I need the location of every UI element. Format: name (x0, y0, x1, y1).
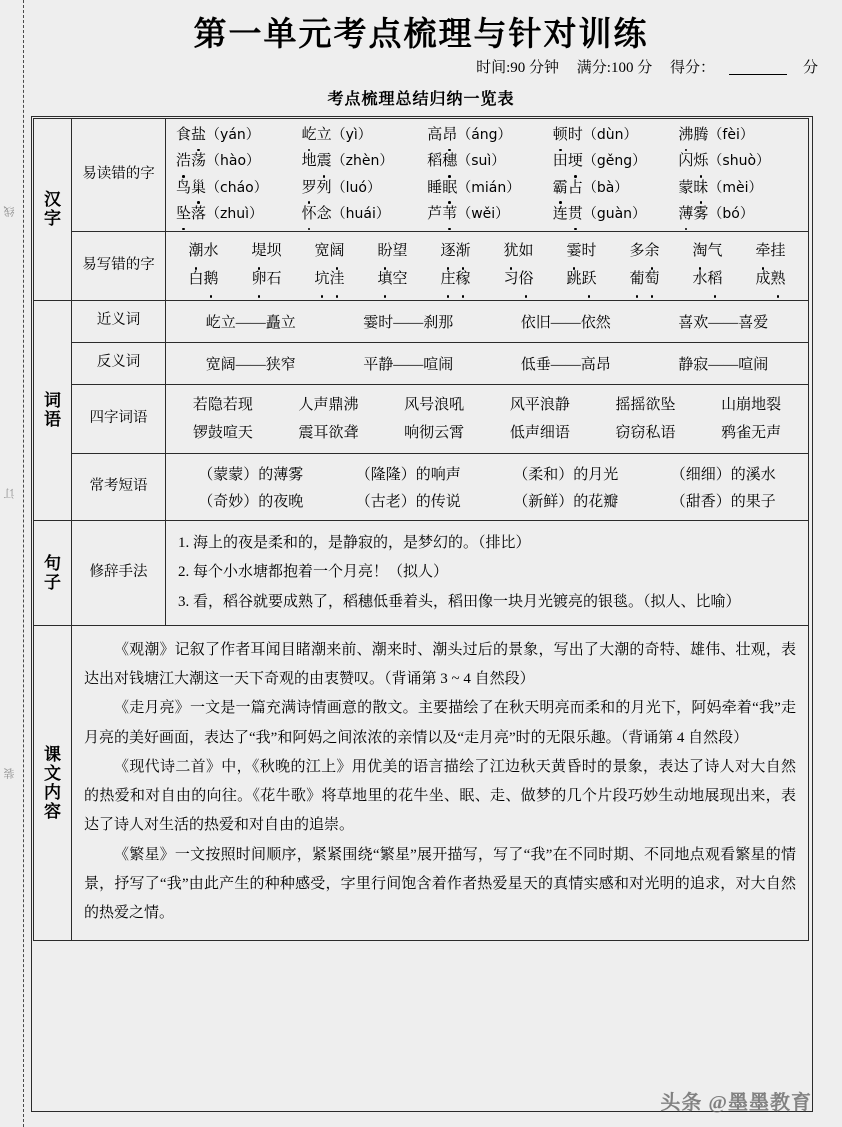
misread-item (302, 124, 428, 147)
dotted-character: 屹 (302, 124, 317, 147)
dotted-character: 渐 (456, 238, 471, 266)
table-row (34, 625, 809, 941)
misread-item (302, 150, 428, 173)
character: 气 (707, 243, 723, 259)
misread-item (553, 124, 679, 147)
misread-cell (166, 119, 809, 232)
phrase-item: （柔和）的月光 (513, 467, 619, 483)
miswrite-column (629, 238, 659, 294)
character: 稻 (427, 153, 443, 170)
table-subtitle: 考点梳理总结归纳一览表 (327, 91, 515, 108)
category-kewen-c1: 课 (44, 744, 61, 764)
category-kewen-c3: 内 (44, 783, 61, 802)
miswrite-word (629, 266, 659, 294)
pinyin: （suì） (457, 153, 506, 170)
idiom-item: 山崩地裂 (721, 396, 782, 413)
character: 水 (692, 270, 708, 287)
miswrite-column (566, 238, 596, 294)
character: 白 (188, 270, 204, 287)
pinyin: （cháo） (206, 179, 268, 196)
character: 芦 (427, 205, 443, 222)
dotted-character: 俗 (519, 266, 534, 294)
miswrite-column (503, 238, 533, 294)
misread-item (553, 150, 679, 173)
character: 水 (203, 243, 219, 259)
dotted-character: 坠 (176, 203, 191, 226)
dotted-character: 萄 (645, 266, 660, 294)
pinyin: （yán） (206, 127, 260, 143)
subrow-label-misread: 易读错的字 (72, 119, 166, 232)
binding-mark-ding: 订 (4, 487, 16, 499)
dotted-character: 苇 (442, 203, 457, 226)
dotted-character: 逐 (440, 238, 455, 266)
lesson-paragraph: 《走月亮》一文是一篇充满诗情画意的散文。主要描绘了在秋天明亮而柔和的月光下，阿妈牵着“我”走月亮的美好画面，表达了“我”和阿妈之间浓浓的亲情以及“走月亮”时的无限乐趣。（背诵第 4 自然段） (84, 700, 796, 746)
character: 成 (755, 270, 771, 287)
exam-meta (462, 56, 818, 77)
character: 高 (427, 127, 443, 143)
phrase-item: （古老）的传说 (355, 494, 461, 510)
pinyin: （áng） (457, 127, 512, 143)
character: 如 (518, 243, 534, 259)
dotted-character: 坑 (314, 266, 329, 294)
antonym-pair: 低垂——高昂 (520, 356, 611, 373)
dotted-character: 填 (377, 266, 392, 294)
pinyin: （hào） (206, 153, 261, 170)
miswrite-word (755, 266, 785, 294)
dotted-character: 稻 (708, 266, 723, 294)
antonym-pair: 静寂——喧闹 (678, 356, 769, 373)
dotted-character: 盼 (377, 238, 392, 266)
misread-item (176, 124, 302, 147)
miswrite-word (692, 238, 722, 266)
miswrite-word (440, 266, 470, 294)
miswrite-column (314, 238, 344, 294)
table-row (34, 454, 809, 521)
pinyin: （zhèn） (331, 153, 394, 170)
category-hanzi (34, 119, 72, 301)
lesson-paragraph: 《繁星》一文按照时间顺序，紧紧围绕“繁星”展开描写，写了“我”在不同时期、不同地点观看繁星的情景，抒写了“我”由此产生的种种感受，字里行间饱含着作者热爱星天的真情实感和对光明的追求，对大自然的热爱之情。 (84, 846, 796, 921)
synonym-pair: 喜欢——喜爱 (678, 314, 769, 331)
character: 宽 (314, 243, 330, 259)
miswrite-column (692, 238, 722, 294)
dotted-character: 潮 (188, 238, 203, 266)
character: 蒙 (678, 179, 694, 196)
miswrite-word (251, 238, 281, 266)
misread-item (678, 124, 804, 147)
exam-score-label: 得分： (669, 60, 715, 76)
phrase-item: （奇妙）的夜晚 (198, 494, 304, 510)
pinyin: （guàn） (582, 205, 647, 222)
table-row (34, 300, 809, 342)
miswrite-word (503, 266, 533, 294)
character: 时 (581, 243, 597, 259)
character: 习 (503, 270, 519, 287)
watermark: 头条 @墨墨教育 (660, 1092, 812, 1114)
category-ciyu-c1: 词 (44, 391, 61, 411)
dotted-character: 烁 (693, 150, 708, 173)
binding-mark-xian: 线 (4, 205, 16, 217)
character: 念 (316, 205, 332, 222)
misread-item (302, 177, 428, 200)
miswrite-word (377, 238, 407, 266)
idiom-item: 锣鼓喧天 (192, 424, 253, 441)
lesson-paragraphs (72, 626, 808, 941)
phrase-item: （新鲜）的花瓣 (513, 494, 619, 510)
lesson-paragraph: 《观潮》记叙了作者耳闻目睹潮来前、潮来时、潮头过后的景象，写出了大潮的奇特、雄伟、壮观，表达出对钱塘江大潮这一天下奇观的由衷赞叹。（背诵第 3 ~ 4 自然段） (84, 641, 796, 687)
dotted-character: 霸 (553, 177, 568, 200)
antonym-pair: 平静——喧闹 (363, 356, 454, 373)
misread-item (553, 177, 679, 200)
miswrite-word (692, 266, 722, 294)
character: 望 (392, 243, 408, 259)
phrase-item: （细细）的溪水 (670, 467, 776, 483)
category-juzi (34, 521, 72, 626)
misread-item (302, 203, 428, 226)
exam-fullscore-label: 满分:100 分 (576, 60, 653, 76)
dotted-character: 葡 (629, 266, 644, 294)
exam-time-label: 时间:90 分钟 (476, 60, 560, 76)
misread-item (678, 177, 804, 200)
pinyin: （mèi） (708, 179, 763, 196)
idiom-item: 摇摇欲坠 (615, 396, 676, 413)
character: 石 (266, 270, 282, 287)
character: 坝 (266, 243, 282, 259)
dotted-character: 沸 (678, 124, 693, 147)
dotted-character: 顿 (553, 124, 568, 147)
misread-grid (166, 119, 808, 231)
review-table (33, 118, 809, 941)
category-kewen (34, 625, 72, 941)
category-kewen-c4: 容 (44, 802, 61, 822)
category-kewen-c2: 文 (44, 763, 61, 783)
rhetoric-cell (166, 521, 809, 626)
dotted-character: 洼 (330, 266, 345, 294)
subrow-label-synonym: 近义词 (72, 300, 166, 342)
subrow-label-idiom: 四字词语 (72, 384, 166, 454)
misread-item (678, 150, 804, 173)
idiom-grid (166, 385, 808, 454)
miswrite-word (314, 238, 344, 266)
dotted-character: 牵 (755, 238, 770, 266)
dotted-character: 霎 (566, 238, 581, 266)
dotted-character: 昂 (442, 124, 457, 147)
character: 雾 (693, 205, 709, 222)
binding-mark-zhuang: 装 (4, 767, 16, 779)
miswrite-grid (166, 232, 808, 300)
dotted-character: 跃 (582, 266, 597, 294)
dotted-character: 罗 (302, 177, 317, 200)
character: 田 (552, 153, 568, 170)
synonym-cell (166, 300, 809, 342)
character: 落 (191, 205, 207, 222)
rhetoric-sentence: 2. 每个小水塘都抱着一个月亮！（拟人） (178, 564, 449, 581)
dotted-character: 盐 (191, 124, 206, 147)
rhetoric-sentence: 3. 看，稻谷就要成熟了，稻穗低垂着头，稻田像一块月光镀亮的银毯。（拟人、比喻） (178, 593, 741, 610)
dotted-character: 昧 (693, 177, 708, 200)
dotted-character: 鹅 (204, 266, 219, 294)
pinyin: （gěng） (582, 153, 647, 170)
phrase-grid (166, 454, 808, 520)
misread-item (678, 203, 804, 226)
misread-item (553, 203, 679, 226)
phrase-item: （甜香）的果子 (670, 494, 776, 510)
miswrite-word (566, 238, 596, 266)
character: 地 (301, 153, 317, 170)
pinyin: （zhuì） (206, 205, 264, 222)
character: 跳 (566, 270, 582, 287)
page-title: 第一单元考点梳理与针对训练 (193, 17, 649, 53)
character: 荡 (191, 153, 207, 170)
misread-item (427, 177, 553, 200)
dotted-character: 眠 (442, 177, 457, 200)
character: 腾 (693, 127, 709, 143)
idiom-item: 响彻云霄 (404, 424, 465, 441)
pinyin: （fèi） (708, 127, 754, 143)
miswrite-word (566, 266, 596, 294)
lesson-content-cell (72, 625, 809, 941)
misread-item (176, 177, 302, 200)
category-ciyu (34, 300, 72, 521)
character: 食 (176, 127, 192, 143)
idiom-item: 风平浪静 (509, 396, 570, 413)
character: 空 (392, 270, 408, 287)
miswrite-word (377, 266, 407, 294)
lesson-paragraph: 《现代诗二首》中，《秋晚的江上》用优美的语言描绘了江边秋天黄昏时的景象，表达了诗人对大自然的热爱和对自由的向往。《花牛歌》将草地里的花牛坐、眠、走、做梦的几个片段巧妙生动地展现出来，表达了诗人对生活的热爱和对自由的追崇。 (84, 758, 796, 834)
pinyin: （mián） (457, 179, 521, 196)
character: 立 (316, 127, 332, 143)
dotted-character: 稼 (456, 266, 471, 294)
character: 连 (552, 205, 568, 222)
misread-item (427, 124, 553, 147)
character: 时 (567, 127, 583, 143)
antonym-row (166, 343, 808, 384)
idiom-item: 风号浪吼 (404, 396, 465, 413)
miswrite-word (251, 266, 281, 294)
dotted-character: 巢 (191, 177, 206, 200)
misread-item (176, 150, 302, 173)
character: 列 (316, 179, 332, 196)
character: 多 (629, 243, 645, 259)
dotted-character: 薄 (678, 203, 693, 226)
dotted-character: 堤 (251, 238, 266, 266)
dotted-character: 贯 (568, 203, 583, 226)
dotted-character: 怀 (302, 203, 317, 226)
antonym-cell (166, 342, 809, 384)
category-juzi-c1: 句 (44, 553, 61, 573)
synonym-pair: 屹立——矗立 (205, 314, 296, 331)
pinyin: （dùn） (582, 127, 638, 143)
dotted-character: 穗 (442, 150, 457, 173)
character: 挂 (770, 243, 786, 259)
pinyin: （bà） (582, 179, 629, 196)
rhetoric-sentence: 1. 海上的夜是柔和的，是静寂的，是梦幻的。（排比） (178, 535, 531, 551)
pinyin: （shuò） (708, 153, 771, 170)
table-row (34, 232, 809, 301)
phrase-item: （蒙蒙）的薄雾 (198, 467, 304, 483)
character: 睡 (427, 179, 443, 196)
miswrite-column (188, 238, 218, 294)
rhetoric-list (166, 521, 808, 625)
dotted-character: 淘 (692, 238, 707, 266)
idiom-item: 鸦雀无声 (721, 424, 782, 441)
dotted-character: 余 (645, 238, 660, 266)
idiom-item: 窃窃私语 (615, 424, 676, 441)
subrow-label-rhetoric: 修辞手法 (72, 521, 166, 626)
dotted-character: 庄 (440, 266, 455, 294)
character: 闪 (678, 153, 694, 170)
idiom-item: 震耳欲聋 (298, 424, 359, 441)
category-juzi-c2: 子 (44, 572, 61, 592)
antonym-pair: 宽阔——狭窄 (205, 356, 296, 373)
misread-item (176, 203, 302, 226)
subrow-label-antonym: 反义词 (72, 342, 166, 384)
category-hanzi-c2: 字 (44, 209, 61, 229)
idiom-item: 低声细语 (509, 424, 570, 441)
table-row (34, 384, 809, 454)
dotted-character: 震 (317, 150, 332, 173)
dotted-character: 浩 (176, 150, 191, 173)
binding-dashed-line (23, 0, 24, 1127)
miswrite-word (755, 238, 785, 266)
miswrite-word (314, 266, 344, 294)
character: 鸟 (176, 179, 192, 196)
category-ciyu-c2: 语 (44, 410, 61, 430)
dotted-character: 卵 (251, 266, 266, 294)
synonym-pair: 霎时——刹那 (363, 314, 454, 331)
table-row (34, 521, 809, 626)
pinyin: （wěi） (457, 205, 510, 222)
pinyin: （bó） (708, 205, 754, 222)
idiom-cell (166, 384, 809, 454)
table-row (34, 119, 809, 232)
category-hanzi-c1: 汉 (44, 190, 61, 210)
idiom-item: 若隐若现 (192, 396, 253, 413)
exam-score-unit: 分 (802, 60, 818, 76)
miswrite-column (755, 238, 785, 294)
pinyin: （yì） (331, 127, 372, 143)
miswrite-word (440, 238, 470, 266)
phrase-cell (166, 454, 809, 521)
misread-item (427, 150, 553, 173)
pinyin: （luó） (331, 179, 381, 196)
miswrite-column (440, 238, 470, 294)
miswrite-cell (166, 232, 809, 301)
dotted-character: 熟 (771, 266, 786, 294)
subrow-label-phrase: 常考短语 (72, 454, 166, 521)
idiom-item: 人声鼎沸 (298, 396, 359, 413)
miswrite-column (377, 238, 407, 294)
table-row (34, 342, 809, 384)
synonym-row (166, 301, 808, 342)
dotted-character: 埂 (568, 150, 583, 173)
phrase-item: （隆隆）的响声 (355, 467, 461, 483)
dotted-character: 阔 (330, 238, 345, 266)
synonym-pair: 依旧——依然 (520, 314, 611, 331)
miswrite-word (188, 266, 218, 294)
misread-item (427, 203, 553, 226)
pinyin: （huái） (331, 205, 390, 222)
character: 占 (567, 179, 583, 196)
subrow-label-miswrite: 易写错的字 (72, 232, 166, 301)
score-blank-field[interactable] (729, 74, 787, 75)
miswrite-word (629, 238, 659, 266)
miswrite-word (503, 238, 533, 266)
dotted-character: 犹 (503, 238, 518, 266)
miswrite-word (188, 238, 218, 266)
miswrite-column (251, 238, 281, 294)
